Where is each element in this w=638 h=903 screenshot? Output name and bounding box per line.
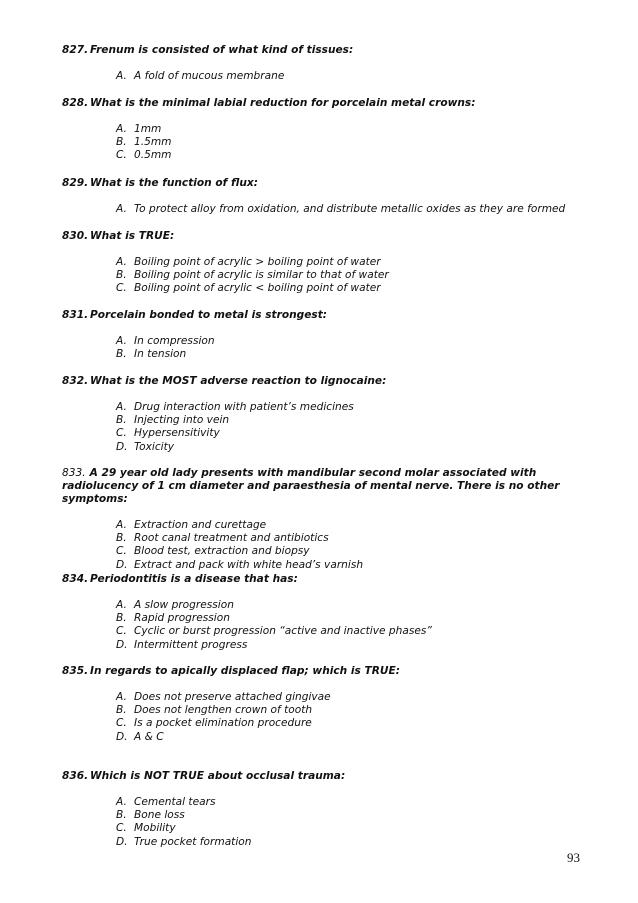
- option-a: A. 1mm: [116, 123, 162, 135]
- question-stem: 833. A 29 year old lady presents with mandibular second molar associated with radiolucency of 1 cm diameter and paraesthesia of mental nerve. There is no other symptoms:: [62, 467, 560, 505]
- option-a: A. To protect alloy from oxidation, and distribute metallic oxides as they are formed: [116, 203, 566, 215]
- question-835: [62, 665, 602, 744]
- question-832: [62, 375, 602, 454]
- answer-options: [116, 123, 602, 163]
- option-b: B. Rapid progression: [116, 612, 230, 625]
- answer-options: [116, 256, 602, 296]
- option-b: B. Root canal treatment and antibiotics: [116, 532, 329, 545]
- answer-options: [116, 796, 602, 849]
- option-d: D. Intermittent progress: [116, 638, 248, 651]
- question-830: [62, 230, 602, 296]
- option-b: B. Injecting into vein: [116, 414, 230, 427]
- option-c: C. Hypersensitivity: [116, 427, 220, 440]
- option-d: D. Extract and pack with white head’s varnish: [116, 558, 364, 571]
- option-b: B. Boiling point of acrylic is similar to that of water: [116, 269, 389, 282]
- option-b: B. Does not lengthen crown of tooth: [116, 704, 313, 717]
- option-c: C. Is a pocket elimination procedure: [116, 717, 312, 730]
- answer-options: [116, 203, 602, 216]
- option-c: C. Cyclic or burst progression “active and inactive phases”: [116, 625, 432, 638]
- question-828: [62, 97, 602, 163]
- option-a: A. Drug interaction with patient’s medicines: [116, 401, 354, 413]
- option-c: C. 0.5mm: [116, 149, 172, 162]
- question-834: [62, 573, 602, 652]
- question-stem: 831. Porcelain bonded to metal is strongest:: [62, 309, 328, 321]
- option-a: A. Cemental tears: [116, 796, 216, 808]
- option-d: D. Toxicity: [116, 440, 175, 453]
- page-number: 93: [567, 850, 580, 865]
- option-b: B. In tension: [116, 348, 187, 361]
- question-stem: 834. Periodontitis is a disease that has:: [62, 573, 298, 585]
- option-b: B. 1.5mm: [116, 136, 172, 149]
- option-b: B. Bone loss: [116, 809, 185, 822]
- question-827: [62, 44, 602, 83]
- answer-options: [116, 519, 602, 572]
- answer-options: [116, 70, 602, 83]
- option-a: A. Boiling point of acrylic > boiling point of water: [116, 256, 381, 268]
- answer-options: [116, 401, 602, 454]
- question-stem: 828. What is the minimal labial reduction for porcelain metal crowns:: [62, 97, 476, 109]
- option-a: A. A slow progression: [116, 599, 234, 611]
- question-stem: 827. Frenum is consisted of what kind of tissues:: [62, 44, 354, 56]
- option-a: A. In compression: [116, 335, 215, 347]
- question-stem: 830. What is TRUE:: [62, 230, 175, 242]
- question-836: [62, 770, 602, 849]
- answer-options: [116, 599, 602, 652]
- option-a: A. Extraction and curettage: [116, 519, 267, 531]
- answer-options: [116, 691, 602, 744]
- option-d: D. True pocket formation: [116, 835, 252, 848]
- question-831: [62, 309, 602, 361]
- question-stem: 836. Which is NOT TRUE about occlusal trauma:: [62, 770, 346, 782]
- question-stem: 829. What is the function of flux:: [62, 177, 258, 189]
- question-stem: 835. In regards to apically displaced flap; which is TRUE:: [62, 665, 400, 677]
- option-d: D. A & C: [116, 730, 164, 743]
- option-a: A. A fold of mucous membrane: [116, 70, 285, 82]
- question-829: [62, 177, 602, 216]
- option-a: A. Does not preserve attached gingivae: [116, 691, 331, 703]
- question-stem: 832. What is the MOST adverse reaction to lignocaine:: [62, 375, 387, 387]
- option-c: C. Mobility: [116, 822, 176, 835]
- answer-options: [116, 335, 602, 361]
- question-833: [62, 467, 602, 572]
- option-c: C. Blood test, extraction and biopsy: [116, 545, 310, 558]
- option-c: C. Boiling point of acrylic < boiling point of water: [116, 282, 381, 295]
